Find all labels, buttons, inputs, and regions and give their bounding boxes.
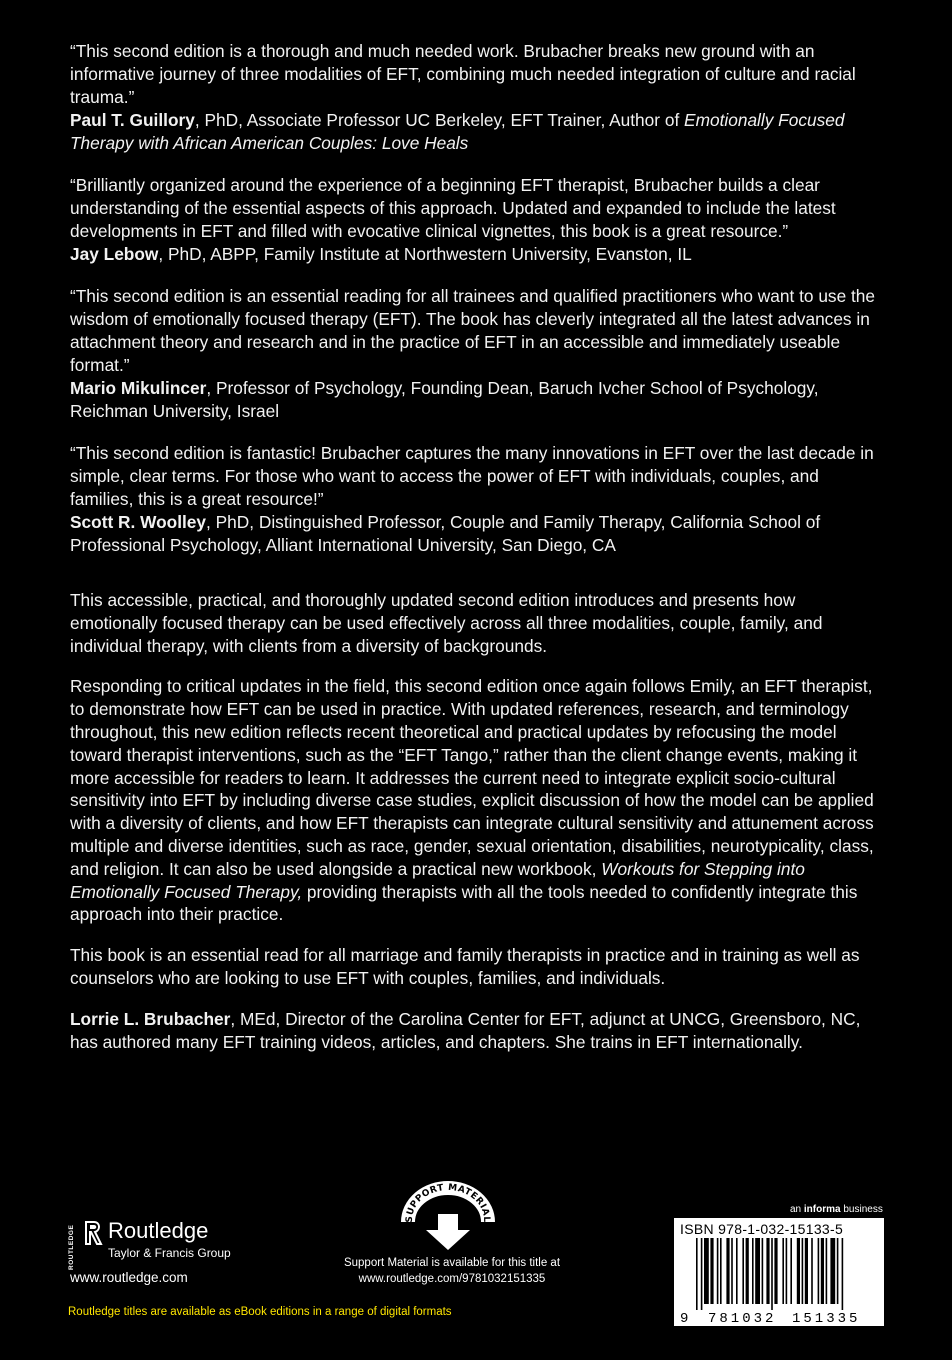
barcode-bar [755, 1238, 760, 1304]
isbn-barcode-box [674, 1218, 884, 1326]
logo-vertical-text: ROUTLEDGE [68, 1224, 75, 1270]
barcode-bar [821, 1238, 824, 1304]
barcode-bar [802, 1238, 804, 1304]
barcode-bar [826, 1238, 828, 1304]
endorsement-book-title: Emotionally Focused Therapy with African American Couples: Love Heals [70, 110, 845, 153]
support-text [332, 1255, 572, 1287]
endorsement [70, 285, 882, 423]
endorsement [70, 442, 882, 557]
barcode-bars [696, 1238, 843, 1310]
endorsement-quote: “This second edition is fantastic! Brubacher captures the many innovations in EFT over the last decade in simple, clear terms. For those who want to access the power of EFT with individuals, couples, and families, this is a great resource!” [70, 443, 874, 509]
endorsement-quote: “Brilliantly organized around the experience of a beginning EFT therapist, Brubacher builds a clear understanding of the essential aspects of this approach. Updated and expanded to include the latest developments in EFT and filled with evocative clinical vignettes, this book is a great resource.” [70, 175, 836, 241]
barcode-bar [782, 1238, 784, 1304]
barcode-bar [790, 1238, 792, 1304]
endorsement-quote: “This second edition is an essential reading for all trainees and qualified practitioners who want to use the wisdom of emotionally focused therapy (EFT). The book has cleverly integrated all the latest advances in attachment theory and research and in the practice of EFT in an accessible and immediately useable format.” [70, 286, 876, 375]
support-material [332, 1180, 572, 1290]
support-badge-text: SUPPORT MATERIAL [404, 1182, 492, 1223]
support-material-icon [398, 1180, 498, 1252]
description-paragraph: This accessible, practical, and thoroughly updated second edition introduces and presents how emotionally focused therapy can be used effectively across all three modalities, couple, family, and individual therapy, with clients from a diversity of backgrounds. [70, 590, 823, 656]
barcode-bar [786, 1238, 788, 1304]
barcode [678, 1238, 880, 1324]
barcode-bar [797, 1238, 800, 1304]
barcode-bar [731, 1238, 733, 1304]
endorsement-credentials: , Professor of Psychology, Founding Dean, Baruch Ivcher School of Psychology, Reichman University, Israel [70, 378, 819, 421]
barcode-bar [742, 1238, 744, 1304]
barcode-bar [805, 1238, 808, 1304]
description-text: providing therapists with all the tools needed to confidently integrate this approach into their practice. [70, 881, 858, 925]
endorsement [70, 40, 882, 155]
barcode-group-2: 151335 [792, 1311, 861, 1324]
barcode-group-1: 781032 [708, 1311, 777, 1324]
endorsement [70, 174, 882, 266]
author-name: Lorrie L. Brubacher [70, 1008, 231, 1029]
barcode-bar [837, 1238, 839, 1304]
cover-footer [0, 1180, 952, 1360]
author-bio [70, 1008, 882, 1054]
support-url[interactable]: www.routledge.com/9781032151335 [358, 1273, 546, 1285]
endorsement-credentials: , PhD, ABPP, Family Institute at Northwestern University, Evanston, IL [158, 244, 692, 264]
routledge-r-icon [84, 1220, 104, 1246]
barcode-bar [752, 1238, 754, 1304]
publisher-name: Routledge [108, 1218, 209, 1243]
barcode-bar [811, 1238, 813, 1304]
barcode-bar [766, 1238, 769, 1304]
description-paragraph: This book is an essential read for all marriage and family therapists in practice and in training as well as counselors who are looking to use EFT with couples, families, and individuals. [70, 945, 860, 988]
author-bio-text: , MEd, Director of the Carolina Center for EFT, adjunct at UNCG, Greensboro, NC, has authored many EFT training videos, articles, and chapters. She trains in EFT internationally. [70, 1008, 861, 1052]
endorsement-author: Mario Mikulincer [70, 378, 207, 398]
barcode-bar [762, 1238, 764, 1304]
endorsement-author: Jay Lebow [70, 244, 159, 264]
support-line: Support Material is available for this title at [343, 1257, 561, 1269]
endorsement-quote: “This second edition is a thorough and much needed work. Brubacher breaks new ground with an informative journey of three modalities of EFT, combining much needed integration of culture and racial trauma.” [70, 41, 856, 107]
endorsement-credentials: , PhD, Distinguished Professor, Couple and Family Therapy, California School of Professional Psychology, Alliant International University, San Diego, CA [70, 512, 821, 555]
description-paragraph [70, 675, 882, 926]
back-cover-text [70, 40, 882, 1071]
endorsement-credentials: , PhD, Associate Professor UC Berkeley, EFT Trainer, Author of [194, 110, 685, 130]
endorsement-author: Scott R. Woolley [70, 512, 207, 532]
barcode-bar [704, 1238, 709, 1304]
informa-business: an informa business [790, 1204, 883, 1215]
barcode-bar [746, 1238, 749, 1304]
publisher-group: Taylor & Francis Group [108, 1246, 231, 1260]
barcode-bar [736, 1238, 738, 1304]
barcode-bar [726, 1238, 729, 1304]
barcode-bar [830, 1238, 835, 1304]
barcode-first-digit: 9 [680, 1311, 689, 1324]
barcode-bar [701, 1238, 703, 1310]
barcode-bar [774, 1238, 777, 1304]
workbook-title: Workouts for Stepping into Emotionally Focused Therapy, [70, 858, 805, 902]
barcode-bar [710, 1238, 713, 1304]
publisher-website[interactable]: www.routledge.com [70, 1270, 188, 1285]
barcode-bar [717, 1238, 719, 1304]
book-description [70, 589, 882, 1053]
isbn-label: ISBN 978-1-032-15133-5 [680, 1221, 844, 1237]
barcode-bar [818, 1238, 820, 1304]
barcode-bar [696, 1238, 698, 1310]
description-text: Responding to critical updates in the field, this second edition once again follows Emily, an EFT therapist, to demonstrate how EFT can be used in practice. With updated references, research, and terminology throughout, this new edition reflects recent theoretical and practical updates by refocusing the model toward therapist interventions, such as the “EFT Tango,” rather than the client change events, making it more accessible for readers to learn. It addresses the current need to integrate explicit socio-cultural sensitivity into EFT by including diverse case studies, explicit discussion of how the model can be applied with a diversity of clients, and how EFT therapists can integrate cultural sensitivity and attunement across multiple and diverse identities, such as race, gender, sexual orientation, disabilities, neurotypicality, class, and religion. It can also be used alongside a practical new workbook, [70, 676, 874, 879]
publisher-logo [68, 1218, 268, 1278]
endorsement-author: Paul T. Guillory [70, 110, 195, 130]
barcode-bar [720, 1238, 722, 1304]
barcode-bar [771, 1238, 773, 1310]
ebook-note: Routledge titles are available as eBook editions in a range of digital formats [68, 1306, 452, 1318]
barcode-bar [842, 1238, 844, 1310]
